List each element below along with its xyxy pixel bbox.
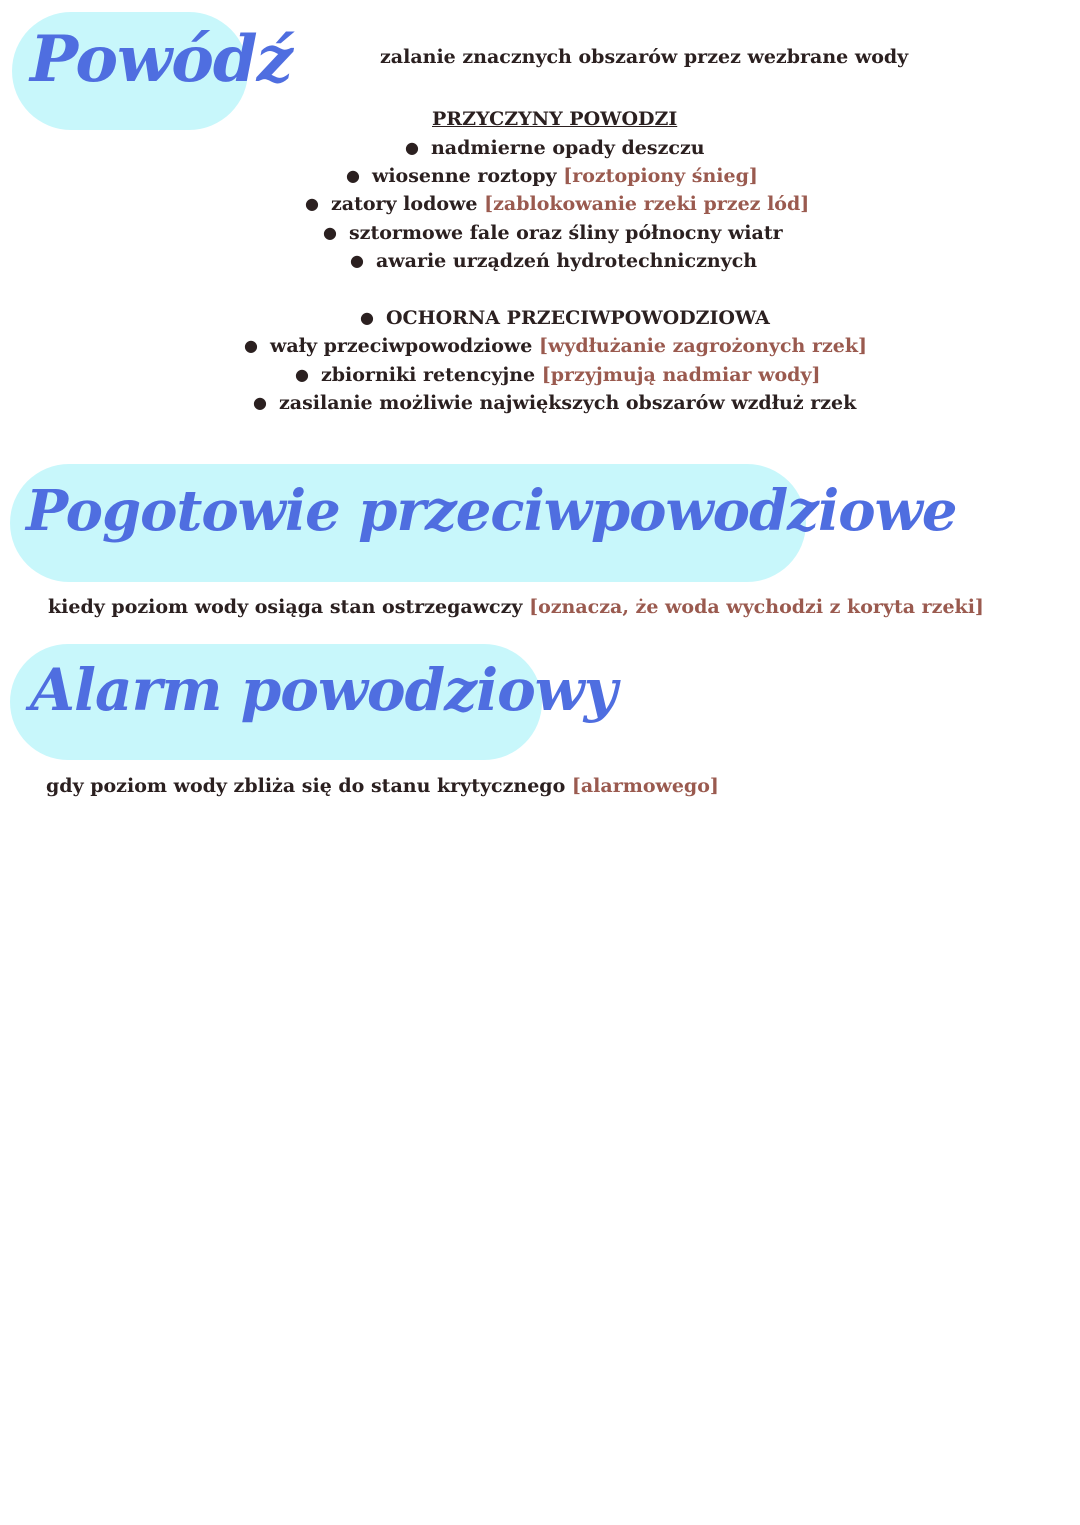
bullet-icon: ●	[360, 308, 374, 327]
pogotowie-text: kiedy poziom wody osiąga stan ostrzegawczy [oznacza, że woda wychodzi z koryta rzeki]	[48, 596, 984, 618]
powodz-definition: zalanie znacznych obszarów przez wezbrane wody	[380, 46, 909, 68]
protection-item: ● zbiorniki retencyjne [przyjmują nadmiar wody]	[295, 364, 821, 386]
pogotowie-title: Pogotowie przeciwpowodziowe	[26, 478, 957, 544]
protection-heading: ● OCHORNA PRZECIWPOWODZIOWA	[360, 307, 770, 329]
protection-item: ● zasilanie możliwie największych obszarów wzdłuż rzek	[253, 392, 857, 414]
bullet-icon: ●	[323, 223, 337, 242]
bullet-icon: ●	[244, 336, 258, 355]
bullet-icon: ●	[305, 194, 319, 213]
cause-item: ● nadmierne opady deszczu	[405, 137, 705, 159]
cause-item: ● awarie urządzeń hydrotechnicznych	[350, 250, 758, 272]
cause-item: ● sztormowe fale oraz śliny północny wiatr	[323, 222, 783, 244]
bullet-icon: ●	[350, 251, 364, 270]
alarm-text: gdy poziom wody zbliża się do stanu krytycznego [alarmowego]	[46, 775, 719, 797]
cause-item: ● zatory lodowe [zablokowanie rzeki przez lód]	[305, 193, 810, 215]
alarm-title: Alarm powodziowy	[30, 656, 617, 724]
bullet-icon: ●	[295, 365, 309, 384]
powodz-title: Powódź	[30, 22, 292, 97]
causes-heading: PRZYCZYNY POWODZI	[432, 108, 678, 130]
bullet-icon: ●	[405, 138, 419, 157]
bullet-icon: ●	[253, 393, 267, 412]
bullet-icon: ●	[346, 166, 360, 185]
protection-item: ● wały przeciwpowodziowe [wydłużanie zagrożonych rzek]	[244, 335, 868, 357]
cause-item: ● wiosenne roztopy [roztopiony śnieg]	[346, 165, 758, 187]
